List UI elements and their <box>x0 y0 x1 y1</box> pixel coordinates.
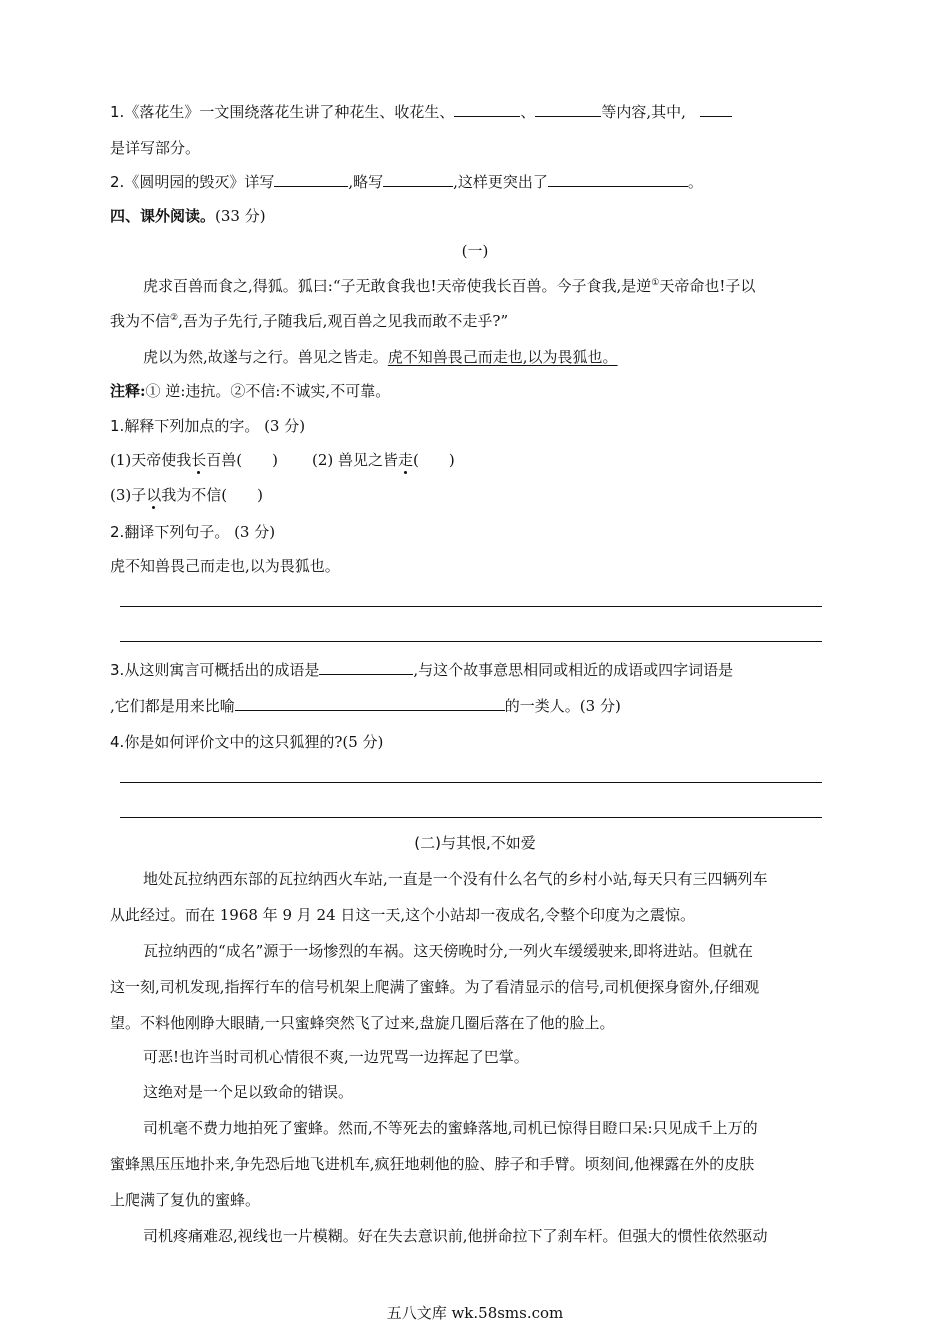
passage-2-line: 司机疼痛难忍,视线也一片模糊。好在失去意识前,他拼命拉下了刹车杆。但强大的惯性依然驱动 <box>143 1227 768 1245</box>
answer-line[interactable] <box>120 782 822 783</box>
passage-2-line: 这一刻,司机发现,指挥行车的信号机架上爬满了蜜蜂。为了看清显示的信号,司机便探身窗外,仔细观 <box>110 978 760 996</box>
passage-2-line: 可恶!也许当时司机心情很不爽,一边咒骂一边挥起了巴掌。 <box>143 1048 529 1066</box>
p1-question-3-line-1: 3.从这则寓言可概括出的成语是 ,与这个故事意思相同或相近的成语或四字词语是 <box>110 661 734 679</box>
passage-2-line: 上爬满了复仇的蜜蜂。 <box>110 1191 261 1209</box>
passage-2-line: 司机毫不费力地拍死了蜜蜂。然而,不等死去的蜜蜂落地,司机已惊得目瞪口呆:只见成千上万的 <box>143 1119 758 1137</box>
passage-1-heading: (一) <box>461 242 489 260</box>
dotted-char: 走 <box>398 451 414 469</box>
answer-blank[interactable] <box>454 101 520 117</box>
passage-2-line: 这绝对是一个足以致命的错误。 <box>143 1083 354 1101</box>
p1-question-1-item-3: (3)子以我为不信( ) <box>110 486 263 504</box>
answer-line[interactable] <box>120 641 822 642</box>
answer-blank[interactable] <box>700 101 732 117</box>
annotation-note: 注释:① 逆:违抗。②不信:不诚实,不可靠。 <box>110 382 391 400</box>
answer-line[interactable] <box>120 606 822 607</box>
answer-blank[interactable] <box>535 101 601 117</box>
answer-blank[interactable] <box>548 171 688 187</box>
p1-question-1: 1.解释下列加点的字。 (3 分) <box>110 417 306 435</box>
question-1-line-1: 1.《落花生》一文围绕落花生讲了种花生、收花生、 、 等内容,其中, <box>110 101 732 123</box>
passage-1-paragraph-1-line-1: 虎求百兽而食之,得狐。狐曰:“子无敢食我也!天帝使我长百兽。今子食我,是逆①天帝命也!子以 <box>143 277 756 295</box>
passage-1-paragraph-2: 虎以为然,故遂与之行。兽见之皆走。虎不知兽畏己而走也,以为畏狐也。 <box>143 348 618 366</box>
answer-blank[interactable] <box>383 171 453 187</box>
p1-question-2: 2.翻译下列句子。 (3 分) <box>110 523 276 541</box>
question-1-line-2: 是详写部分。 <box>110 139 201 157</box>
answer-blank[interactable] <box>274 171 348 187</box>
p1-question-1-items-1-2: (1)天帝使我长百兽( ) (2) 兽见之皆走( ) <box>110 451 455 469</box>
answer-blank[interactable] <box>235 695 505 711</box>
p1-question-3-line-2: ,它们都是用来比喻 的一类人。(3 分) <box>110 697 621 715</box>
footer-watermark: 五八文库 wk.58sms.com <box>386 1304 564 1322</box>
passage-2-line: 瓦拉纳西的“成名”源于一场惨烈的车祸。这天傍晚时分,一列火车缓缓驶来,即将进站。但就在 <box>143 942 753 960</box>
p1-question-4: 4.你是如何评价文中的这只狐狸的?(5 分) <box>110 733 384 751</box>
section-4-title: 四、课外阅读。(33 分) <box>110 207 266 225</box>
underlined-sentence: 虎不知兽畏己而走也,以为畏狐也。 <box>387 348 618 366</box>
passage-2-heading: (二)与其恨,不如爱 <box>414 834 536 852</box>
passage-1-paragraph-1-line-2: 我为不信②,吾为子先行,子随我后,观百兽之见我而敢不走乎?” <box>110 312 509 330</box>
answer-blank[interactable] <box>319 659 413 675</box>
passage-2-line: 从此经过。而在 1968 年 9 月 24 日这一天,这个小站却一夜成名,令整个印度为之震惊。 <box>110 906 695 924</box>
passage-2-line: 蜜蜂黑压压地扑来,争先恐后地飞进机车,疯狂地刺他的脸、脖子和手臂。顷刻间,他裸露在外的皮肤 <box>110 1155 755 1173</box>
p1-question-2-sentence: 虎不知兽畏己而走也,以为畏狐也。 <box>110 557 340 575</box>
question-number: 1. <box>110 103 125 121</box>
question-number: 2. <box>110 173 125 191</box>
answer-line[interactable] <box>120 817 822 818</box>
passage-2-line: 地处瓦拉纳西东部的瓦拉纳西火车站,一直是一个没有什么名气的乡村小站,每天只有三四辆列车 <box>143 870 768 888</box>
dotted-char: 长 <box>191 451 207 469</box>
passage-2-line: 望。不料他刚睁大眼睛,一只蜜蜂突然飞了过来,盘旋几圈后落在了他的脸上。 <box>110 1014 615 1032</box>
dotted-char: 以 <box>146 486 162 504</box>
question-2: 2.《圆明园的毁灭》详写 ,略写 ,这样更突出了 。 <box>110 173 703 191</box>
